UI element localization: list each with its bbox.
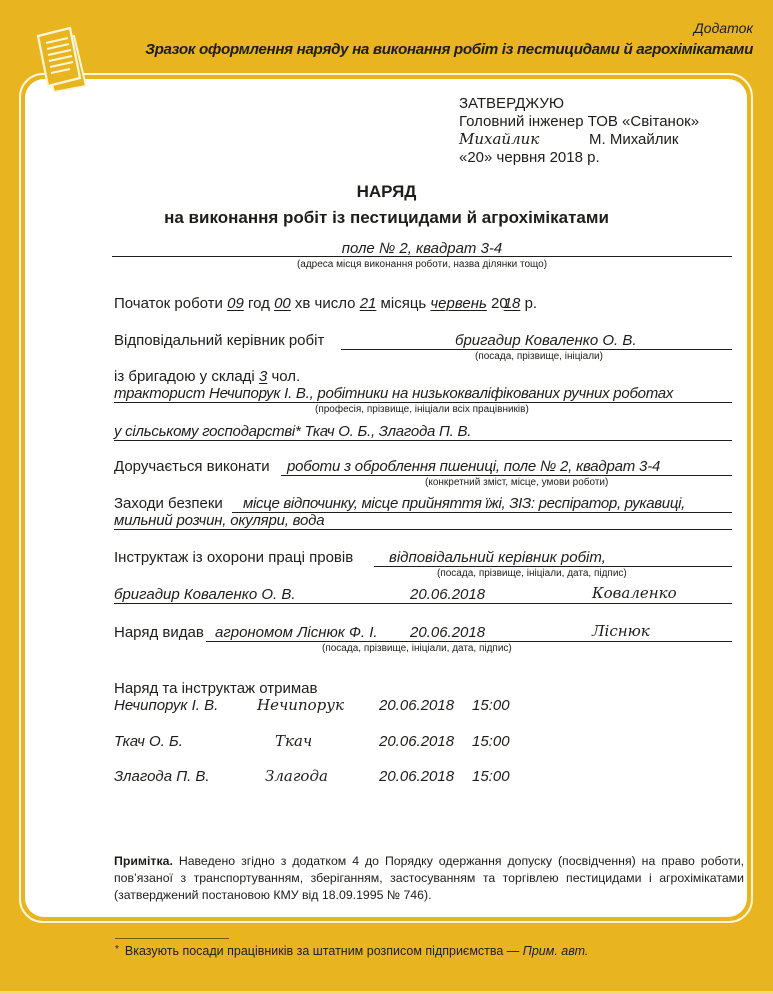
brigade-label: із бригадою у складі [114,368,255,385]
brigade-line-1: тракторист Нечипорук І. В., робітники на низькокваліфікованих ручних роботах [114,385,674,402]
received-signature-3: Злагода [265,767,328,785]
brigade-count: 3 [258,368,268,385]
start-month: червень [430,295,487,312]
received-signature-1: Нечипорук [257,696,344,714]
briefing-underline-2 [114,603,732,604]
briefing-label: Інструктаж із охорони праці провів [114,549,354,566]
start-year-suffix: 18 [503,295,521,312]
safety-line-2: мильний розчин, окуляри, вода [114,512,325,529]
brigade-underline-1 [114,402,732,403]
year-prefix: 20 [491,295,508,312]
task-underline [281,475,732,476]
approval-position: Головний інженер ТОВ «Світанок» [459,113,700,130]
received-signature-2: Ткач [275,732,313,750]
brigade-suffix: чол. [271,368,301,385]
hour-label: год [247,295,270,312]
task-caption: (конкретний зміст, місце, умови роботи) [425,477,609,488]
start-row [114,295,537,312]
year-label: р. [524,295,538,312]
footnote-text: Вказують посади працівників за штатним розписом підприємства — [124,944,523,958]
location-underline [112,256,732,257]
issued-person: агрономом Ліснюк Ф. І. [215,624,378,641]
start-minute: 00 [274,295,291,312]
document-stack-icon [34,26,98,92]
issued-signature: Ліснюк [592,622,650,640]
minute-label: хв число [294,295,356,312]
briefing-date: 20.06.2018 [410,586,486,603]
briefing-person: бригадир Коваленко О. В. [114,586,296,603]
appendix-label: Додаток [693,20,753,36]
brigade-underline-2 [114,440,732,441]
footnote [115,944,588,958]
task-value: роботи з оброблення пшениці, поле № 2, квадрат 3-4 [287,458,661,475]
received-date-2: 20.06.2018 [379,733,455,750]
location-value: поле № 2, квадрат 3-4 [341,240,503,257]
brigade-row [114,368,300,385]
received-date-3: 20.06.2018 [379,768,455,785]
location-caption: (адреса місця виконання роботи, назва ділянки тощо) [296,259,548,270]
document-title: НАРЯД [356,182,417,201]
footnote-author-note: Прим. авт. [522,944,589,958]
received-name-1: Нечипорук І. В. [114,697,219,714]
task-label: Доручається виконати [114,458,270,475]
approval-date: «20» червня 2018 р. [459,149,600,166]
approval-signature: Михайлик [459,130,540,148]
briefing-caption: (посада, прізвище, ініціали, дата, підпис) [437,568,627,579]
received-date-1: 20.06.2018 [379,697,455,714]
supervisor-underline [341,349,732,350]
note-text: Наведено згідно з додатком 4 до Порядку одержання допуску (посвідчення) на право роботи, пов’язаної з транспортуванням, зберіганням, застосуванням та торгівлею пестицидами і агрохімікатами (затверджений постановою КМУ від 18.09.1995 № 746). [114,854,744,902]
supervisor-value: бригадир Коваленко О. В. [455,332,637,349]
footnote-marker: * [115,944,119,955]
received-time-3: 15:00 [472,768,510,785]
footnote-divider [115,938,229,939]
issued-label: Наряд видав [114,624,204,641]
page-title: Зразок оформлення наряду на виконання робіт із пестицидами й агрохімікатами [145,41,753,58]
brigade-line-2: у сільському господарстві* Ткач О. Б., Злагода П. В. [114,423,472,440]
issued-caption: (посада, прізвище, ініціали, дата, підпис) [322,643,512,654]
safety-line-1: місце відпочинку, місце прийняття їжі, ЗІЗ: респіратор, рукавиці, [243,495,685,512]
safety-label: Заходи безпеки [114,495,223,512]
received-time-2: 15:00 [472,733,510,750]
supervisor-label: Відповідальний керівник робіт [114,332,325,349]
start-day: 21 [359,295,377,312]
start-label: Початок роботи [114,295,223,312]
briefing-value: відповідальний керівник робіт, [389,549,606,566]
briefing-signature: Коваленко [592,584,677,602]
brigade-caption: (професія, прізвище, ініціали всіх працівників) [315,404,529,415]
note-label: Примітка. [114,854,173,868]
approval-heading: ЗАТВЕРДЖУЮ [459,95,565,112]
approval-name: М. Михайлик [589,131,679,148]
received-name-2: Ткач О. Б. [114,733,183,750]
supervisor-caption: (посада, прізвище, ініціали) [475,351,603,362]
note [114,853,744,904]
start-hour: 09 [227,295,244,312]
safety-underline-2 [114,529,732,530]
received-time-1: 15:00 [472,697,510,714]
document-subtitle: на виконання робіт із пестицидами й агрохімікатами [164,208,609,227]
issued-underline [206,641,732,642]
received-name-3: Злагода П. В. [114,768,210,785]
received-label: Наряд та інструктаж отримав [114,680,318,697]
briefing-underline [374,566,732,567]
month-label: місяць [380,295,427,312]
issued-date: 20.06.2018 [410,624,486,641]
